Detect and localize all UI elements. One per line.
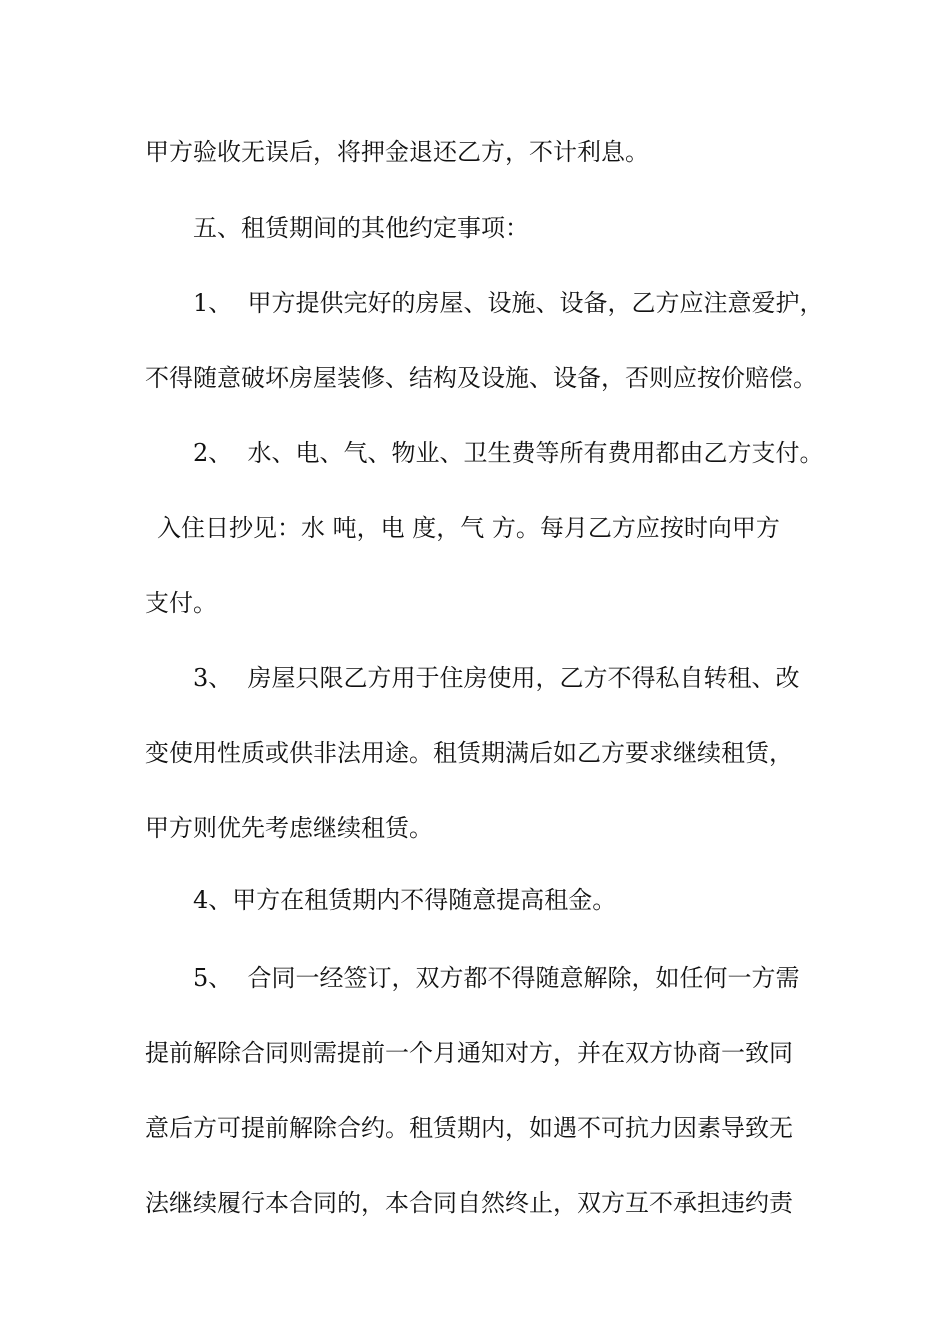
section-heading: 五、租赁期间的其他约定事项： <box>193 214 529 242</box>
text-line: 提前解除合同则需提前一个月通知对方，并在双方协商一致同 <box>145 1039 793 1067</box>
text-line: 不得随意破坏房屋装修、结构及设施、设备，否则应按价赔偿。 <box>145 364 817 392</box>
text-line: 4、甲方在租赁期内不得随意提高租金。 <box>193 886 617 914</box>
text-line: 法继续履行本合同的，本合同自然终止，双方互不承担违约责 <box>145 1189 793 1217</box>
text-line: 2、 水、电、气、物业、卫生费等所有费用都由乙方支付。 <box>193 439 824 467</box>
text-line: 3、 房屋只限乙方用于住房使用，乙方不得私自转租、改 <box>193 664 800 692</box>
text-line: 意后方可提前解除合约。租赁期内，如遇不可抗力因素导致无 <box>145 1114 793 1142</box>
text-line: 入住日抄见：水 吨，电 度，气 方。每月乙方应按时向甲方 <box>157 514 780 542</box>
text-line: 甲方则优先考虑继续租赁。 <box>145 814 433 842</box>
text-line: 1、 甲方提供完好的房屋、设施、设备，乙方应注意爱护， <box>193 289 824 317</box>
text-line: 5、 合同一经签订，双方都不得随意解除，如任何一方需 <box>193 964 800 992</box>
text-line: 变使用性质或供非法用途。租赁期满后如乙方要求继续租赁， <box>145 739 793 767</box>
text-line: 甲方验收无误后，将押金退还乙方，不计利息。 <box>145 138 649 166</box>
text-line: 支付。 <box>145 589 217 617</box>
